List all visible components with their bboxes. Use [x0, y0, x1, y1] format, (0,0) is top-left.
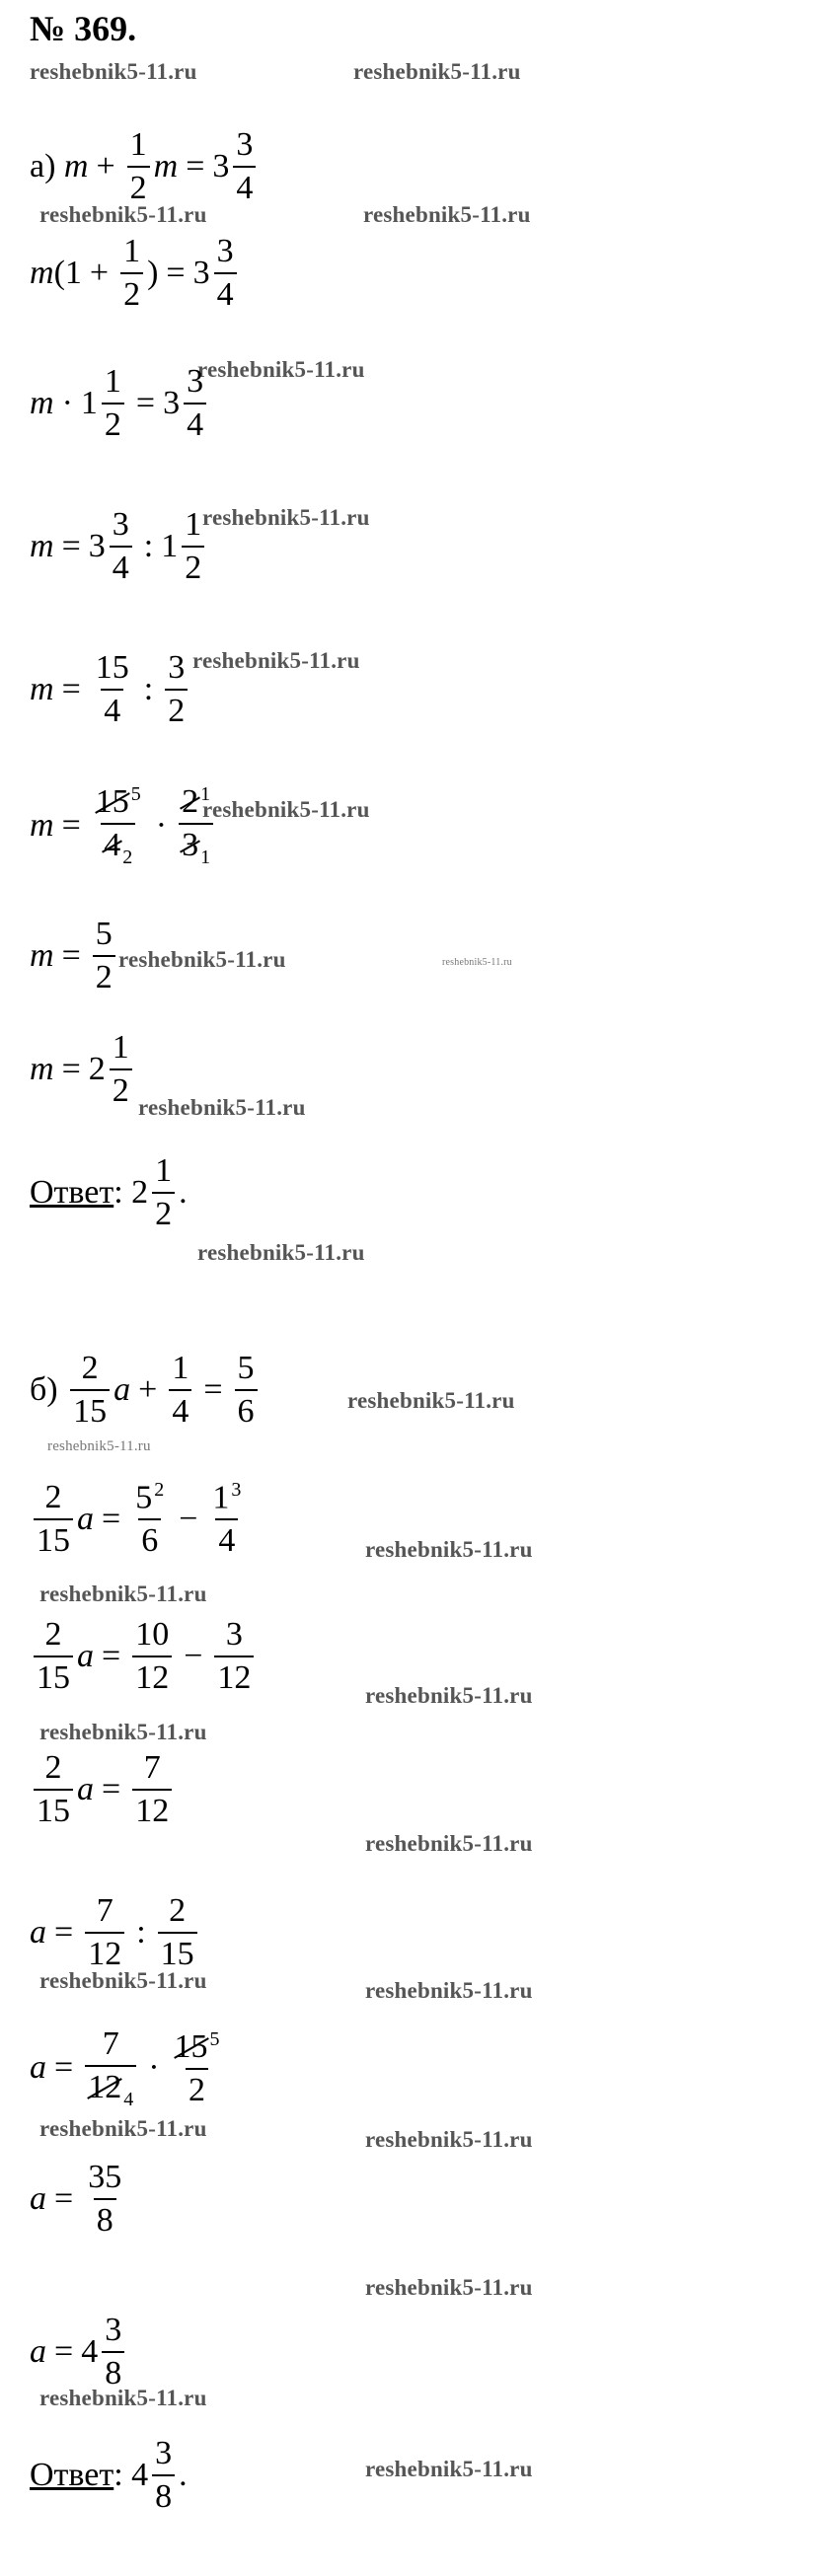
watermark: reshebnik5-11.ru — [39, 1968, 207, 1993]
part-b-label: б) — [30, 1371, 58, 1408]
eq-a-6: m = $\frac{15 ^5}{4 _2}$ · $\frac{2 ^1}{3 _1}$ — [30, 784, 217, 867]
watermark: reshebnik5-11.ru — [363, 202, 531, 227]
eq-b-4: $\frac{2}{15}$ a = $\frac{7}{12}$ — [30, 1751, 176, 1828]
watermark: reshebnik5-11.ru — [118, 947, 286, 972]
watermark: reshebnik5-11.ru — [197, 357, 365, 382]
watermark: reshebnik5-11.ru — [442, 957, 512, 968]
eq-a-3: m · 1 $\frac{1}{2}$ = 3 $\frac{3}{4}$ — [30, 365, 210, 442]
watermark: reshebnik5-11.ru — [365, 2127, 533, 2152]
watermark: reshebnik5-11.ru — [192, 648, 360, 673]
eq-b-6: a = $\frac{7}{12 _4}$ · $\frac{15 ^5}{2}$ — [30, 2025, 220, 2110]
part-a-label: а) — [30, 148, 56, 184]
watermark: reshebnik5-11.ru — [365, 1683, 533, 1708]
watermark: reshebnik5-11.ru — [353, 59, 521, 84]
eq-a-4: m = 3 $\frac{3}{4}$ : 1 $\frac{1}{2}$ — [30, 508, 208, 585]
eq-b-3: $\frac{2}{15}$ a = $\frac{10}{12}$ − $\frac{3}{12}$ — [30, 1618, 258, 1695]
eq-b-8: a = 4 $\frac{3}{8}$ — [30, 2314, 128, 2391]
watermark: reshebnik5-11.ru — [39, 2116, 207, 2141]
watermark: reshebnik5-11.ru — [202, 505, 370, 530]
watermark: reshebnik5-11.ru — [365, 1537, 533, 1562]
watermark: reshebnik5-11.ru — [39, 1582, 207, 1606]
eq-a-5: m = $\frac{15}{4}$ : $\frac{3}{2}$ — [30, 651, 191, 728]
watermark: reshebnik5-11.ru — [47, 1438, 151, 1454]
eq-a-2: m (1 + $\frac{1}{2}$ ) = 3 $\frac{3}{4}$ — [30, 235, 241, 312]
eq-b-7: a = $\frac{35}{8}$ — [30, 2159, 122, 2239]
eq-a-1: а) m + $\frac{1}{2}$ m = 3 $\frac{3}{4}$ — [30, 128, 260, 205]
watermark: reshebnik5-11.ru — [365, 1978, 533, 2003]
watermark: reshebnik5-11.ru — [202, 797, 370, 822]
watermark: reshebnik5-11.ru — [347, 1388, 515, 1413]
watermark: reshebnik5-11.ru — [39, 2386, 207, 2410]
watermark: reshebnik5-11.ru — [39, 1720, 207, 1744]
answer-a: Ответ : 2 $\frac{1}{2}$ . — [30, 1152, 188, 1232]
eq-a-7: m = $\frac{5}{2}$ — [30, 918, 119, 994]
watermark: reshebnik5-11.ru — [365, 1831, 533, 1856]
watermark: reshebnik5-11.ru — [197, 1240, 365, 1265]
eq-a-8: m = 2 $\frac{1}{2}$ — [30, 1031, 136, 1108]
answer-a-label: Ответ — [30, 1174, 114, 1211]
eq-b-5: a = $\frac{7}{12}$ : $\frac{2}{15}$ — [30, 1894, 201, 1971]
eq-b-2: $\frac{2}{15}$ a = $\frac{5 ^2}{6}$ − $\frac{1 ^3}{4}$ — [30, 1480, 248, 1558]
watermark: reshebnik5-11.ru — [39, 202, 207, 227]
eq-b-1: б) $\frac{2}{15}$ a + $\frac{1}{4}$ = $\frac{5}{6}$ — [30, 1352, 262, 1429]
answer-b-label: Ответ — [30, 2457, 114, 2493]
watermark: reshebnik5-11.ru — [138, 1095, 306, 1120]
problem-title: № 369. — [30, 9, 137, 48]
watermark: reshebnik5-11.ru — [365, 2457, 533, 2481]
watermark: reshebnik5-11.ru — [30, 59, 197, 84]
watermark: reshebnik5-11.ru — [365, 2275, 533, 2300]
answer-b: Ответ : 4 $\frac{3}{8}$ . — [30, 2435, 188, 2515]
